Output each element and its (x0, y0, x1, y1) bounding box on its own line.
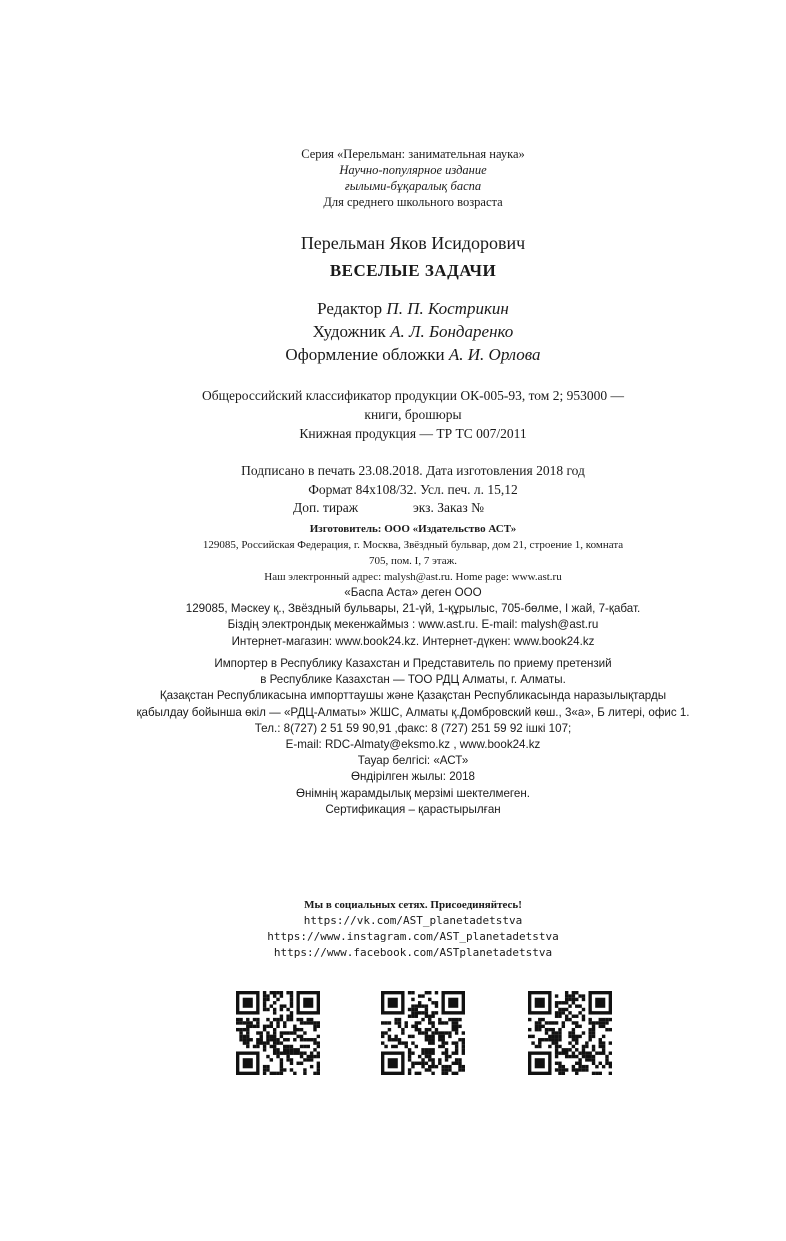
print-format: Формат 84x108/32. Усл. печ. л. 15,12 (308, 481, 518, 497)
kz-line: 129085, Мәскеу қ., Звёздный бульвары, 21-үй, 1-құрылыс, 705-бөлме, I жай, 7-қабат. (185, 602, 641, 616)
importer-line: в Республике Казахстан — ТОО РДЦ Алматы, г. Алматы. (260, 673, 566, 687)
print-info-block (0, 462, 786, 518)
importer-line: E-mail: RDC-Almaty@eksmo.kz , www.book24.kz (285, 738, 541, 752)
classification-block (0, 386, 786, 443)
edition-type: Научно-популярное издание (339, 163, 487, 177)
qr-code-vk (236, 991, 320, 1075)
edition-type-kz: ғылыми-бұқаралық баспа (344, 179, 482, 193)
series-name: Серия «Перельман: занимательная наука» (301, 147, 525, 161)
manufacturer-label: Изготовитель: ООО «Издательство АСТ» (309, 523, 517, 535)
manufacturer-contacts: Наш электронный адрес: malysh@ast.ru. Home page: www.ast.ru (264, 571, 562, 583)
classifier-line: Общероссийский классификатор продукции ОК-005-93, том 2; 953000 — (202, 388, 624, 403)
qr-code-instagram (381, 991, 465, 1075)
manufacturer-block (0, 521, 786, 585)
importer-line: қабылдау бойынша өкіл — «РДЦ-Алматы» ЖШС, Алматы қ.Домбровский көш., 3«а», Б литері, офис 1. (136, 705, 690, 719)
manufacturer-address: 129085, Российская Федерация, г. Москва, Звёздный бульвар, дом 21, строение 1, комната (202, 539, 624, 551)
classifier-line: Книжная продукция — ТР ТС 007/2011 (299, 426, 527, 441)
importer-line: Қазақстан Республикасына импорттаушы және Қазақстан Республикасында наразылықтарды (159, 689, 667, 703)
importer-line: Импортер в Республику Казахстан и Представитель по приему претензий (214, 657, 612, 670)
social-heading: Мы в социальных сетях. Присоединяйтесь! (304, 899, 522, 911)
importer-block (0, 656, 786, 818)
manufacturer-address: 705, пом. I, 7 этаж. (369, 555, 457, 567)
kz-line: «Баспа Аста» деген ООО (344, 586, 482, 599)
kz-line: Интернет-магазин: www.book24.kz. Интернет-дүкен: www.book24.kz (231, 634, 595, 648)
run-order-line (0, 499, 786, 518)
importer-line: Өнімнің жарамдылық мерзімі шектелмеген. (296, 786, 530, 800)
order-number: экз. Заказ № (413, 500, 484, 515)
signed-date: Подписано в печать 23.08.2018. Дата изготовления 2018 год (241, 463, 585, 478)
social-link-instagram[interactable]: https://www.instagram.com/AST_planetadetstva (267, 930, 559, 943)
qr-code-facebook (528, 991, 612, 1075)
age-group: Для среднего школьного возраста (323, 195, 503, 209)
importer-line: Тауар белгісі: «АСТ» (357, 754, 469, 768)
importer-line: Сертификация – қарастырылған (325, 802, 501, 816)
kazakh-block (0, 585, 786, 650)
book-title: ВЕСЕЛЫЕ ЗАДАЧИ (329, 261, 497, 280)
credit-editor: Редактор П. П. Кострикин (317, 299, 509, 318)
credits-block (0, 297, 786, 366)
social-link-vk[interactable]: https://vk.com/AST_planetadetstva (303, 914, 523, 927)
author-name: Перельман Яков Исидорович (300, 233, 526, 253)
classifier-line: книги, брошюры (364, 407, 462, 422)
print-run: Доп. тираж (293, 500, 359, 515)
credit-artist: Художник А. Л. Бондаренко (312, 322, 514, 341)
importer-line: Тел.: 8(727) 2 51 59 90,91 ,факс: 8 (727) 251 59 92 ішкі 107; (254, 721, 572, 735)
social-block (0, 897, 786, 961)
series-block (0, 146, 786, 210)
credit-cover: Оформление обложки А. И. Орлова (285, 345, 541, 364)
kz-line: Біздің электрондық мекенжаймыз : www.ast.ru. E-mail: malysh@ast.ru (227, 618, 599, 632)
importer-line: Өндірілген жылы: 2018 (350, 770, 475, 784)
social-link-facebook[interactable]: https://www.facebook.com/ASTplanetadetstva (273, 946, 553, 959)
